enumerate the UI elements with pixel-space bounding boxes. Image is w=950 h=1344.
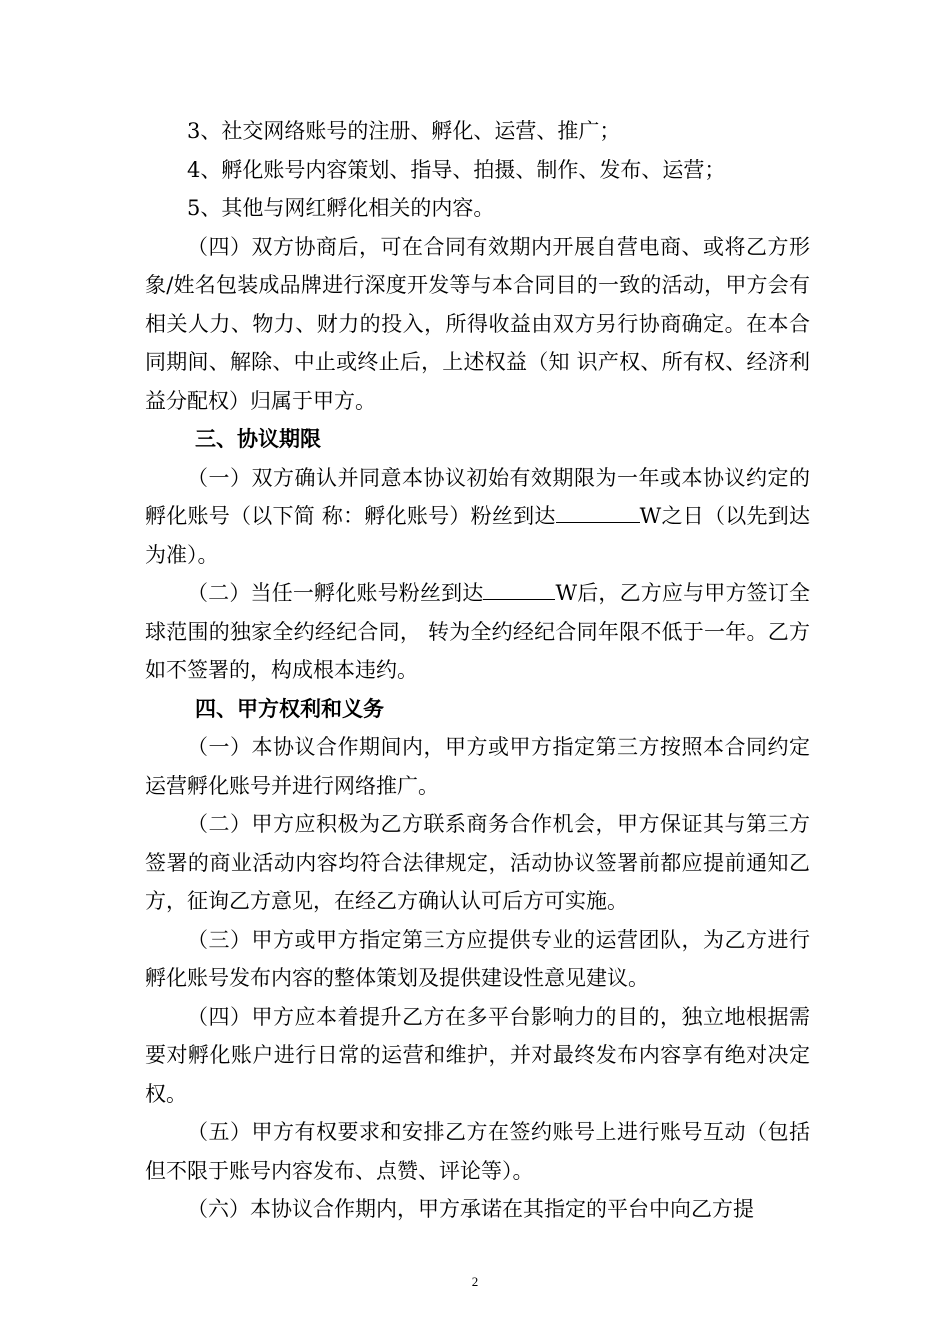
- paragraph-clause-4-2: （二）甲方应积极为乙方联系商务合作机会，甲方保证其与第三方签署的商业活动内容均符合法律规定，活动协议签署前都应提前通知乙方，征询乙方意见，在经乙方确认认可后方可实施。: [145, 812, 810, 913]
- clause-3-2-text-after: W后，乙方应与甲方签订全球范围的独家全约经纪合同， 转为全约经纪合同年限不低于一年。乙方如不签署的，构成根本违约。: [145, 581, 810, 682]
- paragraph-item-3: 3、社交网络账号的注册、孵化、运营、推广；: [187, 119, 621, 143]
- paragraph-clause-4-4: （四）甲方应本着提升乙方在多平台影响力的目的，独立地根据需要对孵化账户进行日常的运营和维护，并对最终发布内容享有绝对决定权。: [145, 1004, 810, 1106]
- page-number: 2: [471, 1274, 479, 1289]
- paragraph-clause-4-5: （五）甲方有权要求和安排乙方在签约账号上进行账号互动（包括但不限于账号内容发布、点赞、评论等）。: [145, 1120, 810, 1183]
- fill-in-blank-fan-threshold[interactable]: [483, 599, 555, 600]
- section-heading-party-a-rights: 四、甲方权利和义务: [195, 695, 384, 721]
- fill-in-blank-fan-count[interactable]: [556, 522, 640, 523]
- paragraph-clause-4-1: （一）本协议合作期间内，甲方或甲方指定第三方按照本合同约定运营孵化账号并进行网络推广。: [145, 735, 810, 798]
- paragraph-item-4: 4、孵化账号内容策划、指导、拍摄、制作、发布、运营；: [187, 157, 726, 182]
- paragraph-clause-4-6: （六）本协议合作期内，甲方承诺在其指定的平台中向乙方提: [187, 1197, 754, 1221]
- clause-3-1-text-after: W之日（以先到达为准）。: [145, 504, 810, 567]
- document-body: [145, 112, 810, 1229]
- paragraph-clause-3-1: [145, 459, 810, 575]
- paragraph-clause-3-2: [145, 574, 810, 690]
- paragraph-clause-4-3: （三）甲方或甲方指定第三方应提供专业的运营团队，为乙方进行孵化账号发布内容的整体策划及提供建设性意见建议。: [145, 927, 810, 990]
- paragraph-item-5: 5、其他与网红孵化相关的内容。: [187, 196, 495, 220]
- clause-3-2-text-before: （二）当任一孵化账号粉丝到达: [187, 581, 484, 605]
- paragraph-clause-2-4: （四）双方协商后，可在合同有效期内开展自营电商、或将乙方形象/姓名包装成品牌进行深度开发等与本合同目的一致的活动，甲方会有相关人力、物力、财力的投入，所得收益由双方另行协商确定。在本合同期间、解除、中止或终止后，上述权益（知 识产权、所有权、经济利益分配权）归属于甲方。: [145, 234, 810, 413]
- section-heading-term: 三、协议期限: [195, 426, 321, 451]
- clause-3-1-text-before: （一）双方确认并同意本协议初始有效期限为一年或本协议约定的孵化账号（以下简 称：孵化账号）粉丝到达: [145, 465, 810, 528]
